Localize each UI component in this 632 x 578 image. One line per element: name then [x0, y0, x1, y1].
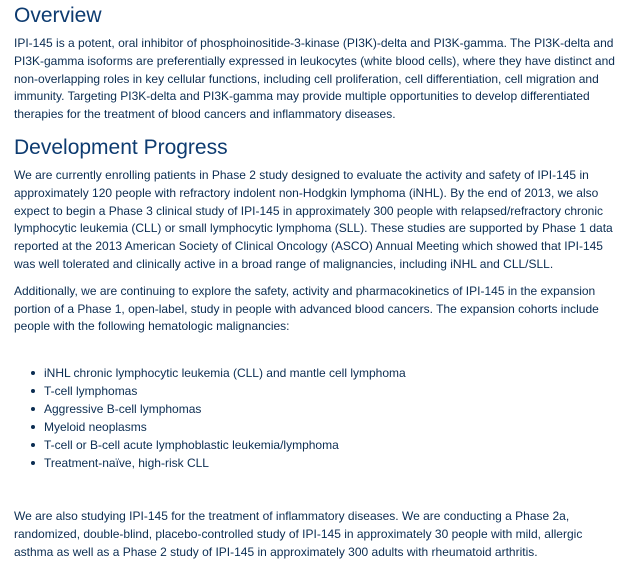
- list-item-text: T-cell lymphomas: [44, 384, 138, 399]
- list-item-text: Treatment-naïve, high-risk CLL: [44, 456, 209, 471]
- list-item: [44, 436, 620, 454]
- overview-paragraph: IPI-145 is a potent, oral inhibitor of phosphoinositide-3-kinase (PI3K)-delta and PI3K-gamma. The PI3K-delta and PI3K-gamma isoforms are preferentially expressed in leukocytes (white blood cells), where they have distinct and non-overlapping roles in key cellular functions, including cell proliferation, cell differentiation, cell migration and immunity. Targeting PI3K-delta and PI3K-gamma may provide multiple opportunities to develop differentiated therapies for the treatment of blood cancers and inflammatory diseases.: [14, 36, 615, 122]
- overview-heading: Overview: [14, 4, 102, 27]
- development-paragraph-2: Additionally, we are continuing to explore the safety, activity and pharmacokinetics of IPI-145 in the expansion portion of a Phase 1, open-label, study in people with advanced blood cancers. The expansion cohorts include people with the following hematologic malignancies:: [14, 283, 599, 334]
- bullet-icon: [31, 407, 35, 411]
- list-item-text: Aggressive B-cell lymphomas: [44, 402, 202, 417]
- list-item: [44, 400, 620, 418]
- list-item: [44, 418, 620, 436]
- development-progress-heading: Development Progress: [14, 135, 228, 159]
- list-item-text: iNHL chronic lymphocytic leukemia (CLL) and mantle cell lymphoma: [44, 366, 406, 381]
- bullet-icon: [31, 425, 35, 429]
- bullet-icon: [31, 371, 35, 375]
- bullet-icon: [31, 443, 35, 447]
- list-item: [44, 454, 620, 472]
- list-item: [44, 364, 620, 382]
- bullet-icon: [31, 389, 35, 393]
- bullet-icon: [31, 461, 35, 465]
- list-item-text: T-cell or B-cell acute lymphoblastic leukemia/lymphoma: [44, 438, 339, 453]
- malignancies-list: [14, 364, 620, 472]
- article-content: [14, 0, 620, 562]
- list-item-text: Myeloid neoplasms: [44, 420, 147, 435]
- development-paragraph-3: We are also studying IPI-145 for the treatment of inflammatory diseases. We are conducting a Phase 2a, randomized, double-blind, placebo-controlled study of IPI-145 in approximately 30 people with mild, allergic asthma as well as a Phase 2 study of IPI-145 in approximately 300 adults with rheumatoid arthritis.: [14, 509, 583, 559]
- development-paragraph-1: We are currently enrolling patients in Phase 2 study designed to evaluate the activity and safety of IPI-145 in approximately 120 people with refractory indolent non-Hodgkin lymphoma (iNHL). By the end of 2013, we also expect to begin a Phase 3 clinical study of IPI-145 in approximately 300 people with relapsed/refractory chronic lymphocytic leukemia (CLL) or small lymphocytic lymphoma (SLL). These studies are supported by Phase 1 data reported at the 2013 American Society of Clinical Oncology (ASCO) Annual Meeting which showed that IPI-145 was well tolerated and clinically active in a broad range of malignancies, including iNHL and CLL/SLL.: [14, 167, 613, 271]
- list-item: [44, 382, 620, 400]
